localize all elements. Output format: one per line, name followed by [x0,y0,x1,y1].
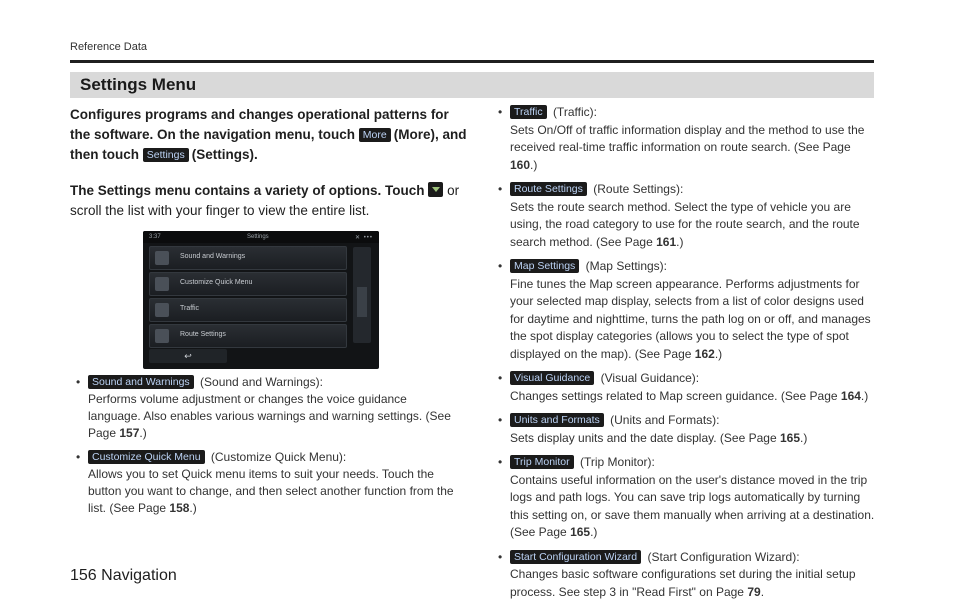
item-desc: Changes settings related to Map screen guidance. (See Page 164.) [510,388,869,403]
page-footer: 156 Navigation [70,567,177,584]
item-name: (Route Settings): [593,182,684,196]
intro-text: The Settings menu contains a variety of options. Touch [70,183,425,198]
device-menu-label: Customize Quick Menu [180,279,253,286]
item-desc: Sets display units and the date display. (See Page 165.) [510,430,808,445]
device-screenshot [143,231,379,369]
item-desc: Performs volume adjustment or changes the voice guidance language. Also enables various warnings and warning settings. (See Page 157.) [88,392,451,440]
down-arrow-icon [428,182,443,197]
trip-chip: Trip Monitor [510,455,574,469]
item-desc: Allows you to set Quick menu items to suit your needs. Touch the button you want to change, and then select another function from the list. (See Page 158.) [88,467,454,515]
route-icon [155,329,169,343]
device-title: Settings [247,234,269,240]
device-menu-label: Sound and Warnings [180,253,246,260]
traffic-chip: Traffic [510,105,547,119]
item-name: (Trip Monitor): [579,455,655,469]
quick-menu-chip: Customize Quick Menu [88,450,205,464]
item-name: (Units and Formats): [610,413,720,427]
intro-text: (Settings). [191,147,258,162]
intro-paragraph-2 [70,181,470,221]
intro-text: or scroll the list with your finger to view the entire list. [70,183,460,218]
settings-item-visual [498,370,876,405]
section-title-bar [70,72,874,98]
map-chip: Map Settings [510,259,579,273]
device-menu-item[interactable] [149,272,347,296]
scroll-thumb[interactable] [357,287,367,317]
device-menu-label: Traffic [180,305,200,312]
device-scrollbar[interactable] [353,247,371,343]
device-menu-label: Route Settings [180,331,226,338]
device-menu-item[interactable] [149,298,347,322]
settings-item-trip [498,454,876,542]
back-arrow-icon: ↩ [184,351,192,361]
item-desc: Sets the route search method. Select the type of vehicle you are using, the road category to use for the route search, and the route search method. (See Page 161.) [510,199,860,249]
visual-chip: Visual Guidance [510,371,594,385]
item-name: (Customize Quick Menu): [210,450,347,464]
units-chip: Units and Formats [510,413,604,427]
device-back-button[interactable] [149,349,227,363]
item-name: (Start Configuration Wizard): [647,549,800,564]
quick-menu-icon [155,277,169,291]
bullet: • [498,105,503,119]
bullet: • [76,450,81,464]
settings-item-units [498,412,876,447]
item-desc: Changes basic software configurations set during the initial setup process. See step 3 in "Read First" on Page 79. [510,567,856,599]
device-menu-item[interactable] [149,246,347,270]
intro [70,105,470,221]
bullet: • [498,455,503,469]
sound-icon [155,251,169,265]
bullet: • [76,375,81,389]
item-name: (Traffic): [552,105,597,119]
device-menu-list [149,246,347,350]
bullet: • [498,413,503,427]
route-chip: Route Settings [510,182,587,196]
item-desc: Fine tunes the Map screen appearance. Performs adjustments for your selected map display, selects from a list of color designs used for daytime and nighttime, turns the path log on or off, and manages the spot display categories (allows you to select the type of spot displayed on the map). (See Page 162.) [510,276,871,361]
item-name: (Sound and Warnings): [200,375,323,389]
intro-text: (More), and then touch [70,127,467,162]
settings-item-route [498,181,876,251]
device-menu-item[interactable] [149,324,347,348]
bullet: • [498,259,503,273]
item-name: (Map Settings): [585,259,668,273]
settings-item-wizard [498,549,876,602]
right-column [498,104,876,608]
item-desc: Sets On/Off of traffic information display and the method to use the received real-time traffic information on route search. (See Page 160.) [510,122,865,172]
sound-chip: Sound and Warnings [88,375,194,389]
traffic-icon [155,303,169,317]
left-column [76,374,456,524]
top-rule [70,60,874,63]
settings-chip: Settings [143,148,189,162]
settings-item-sound [76,374,456,442]
intro-paragraph-1 [70,105,470,165]
more-chip: More [359,128,391,142]
device-status-bar [143,231,379,243]
item-name: (Visual Guidance): [600,371,700,385]
device-time: 3:37 [149,234,161,240]
running-header: Reference Data [70,41,148,53]
bullet: • [498,371,503,385]
device-status-icons: ✕ ••• [355,235,373,241]
bullet: • [498,182,503,196]
bullet: • [498,549,503,564]
settings-item-map [498,258,876,363]
item-desc: Contains useful information on the user's distance moved in the trip logs and path logs. You can save trip logs automatically by turning this setting on, or save them manually when arriving at a destination. (See Page 165.) [510,472,875,539]
settings-item-traffic [498,104,876,174]
section-title: Settings Menu [80,75,197,94]
intro-text: Configures programs and changes operational patterns for the software. On the navigation menu, touch [70,107,449,142]
settings-item-quick-menu [76,449,456,517]
wizard-chip: Start Configuration Wizard [510,550,641,564]
